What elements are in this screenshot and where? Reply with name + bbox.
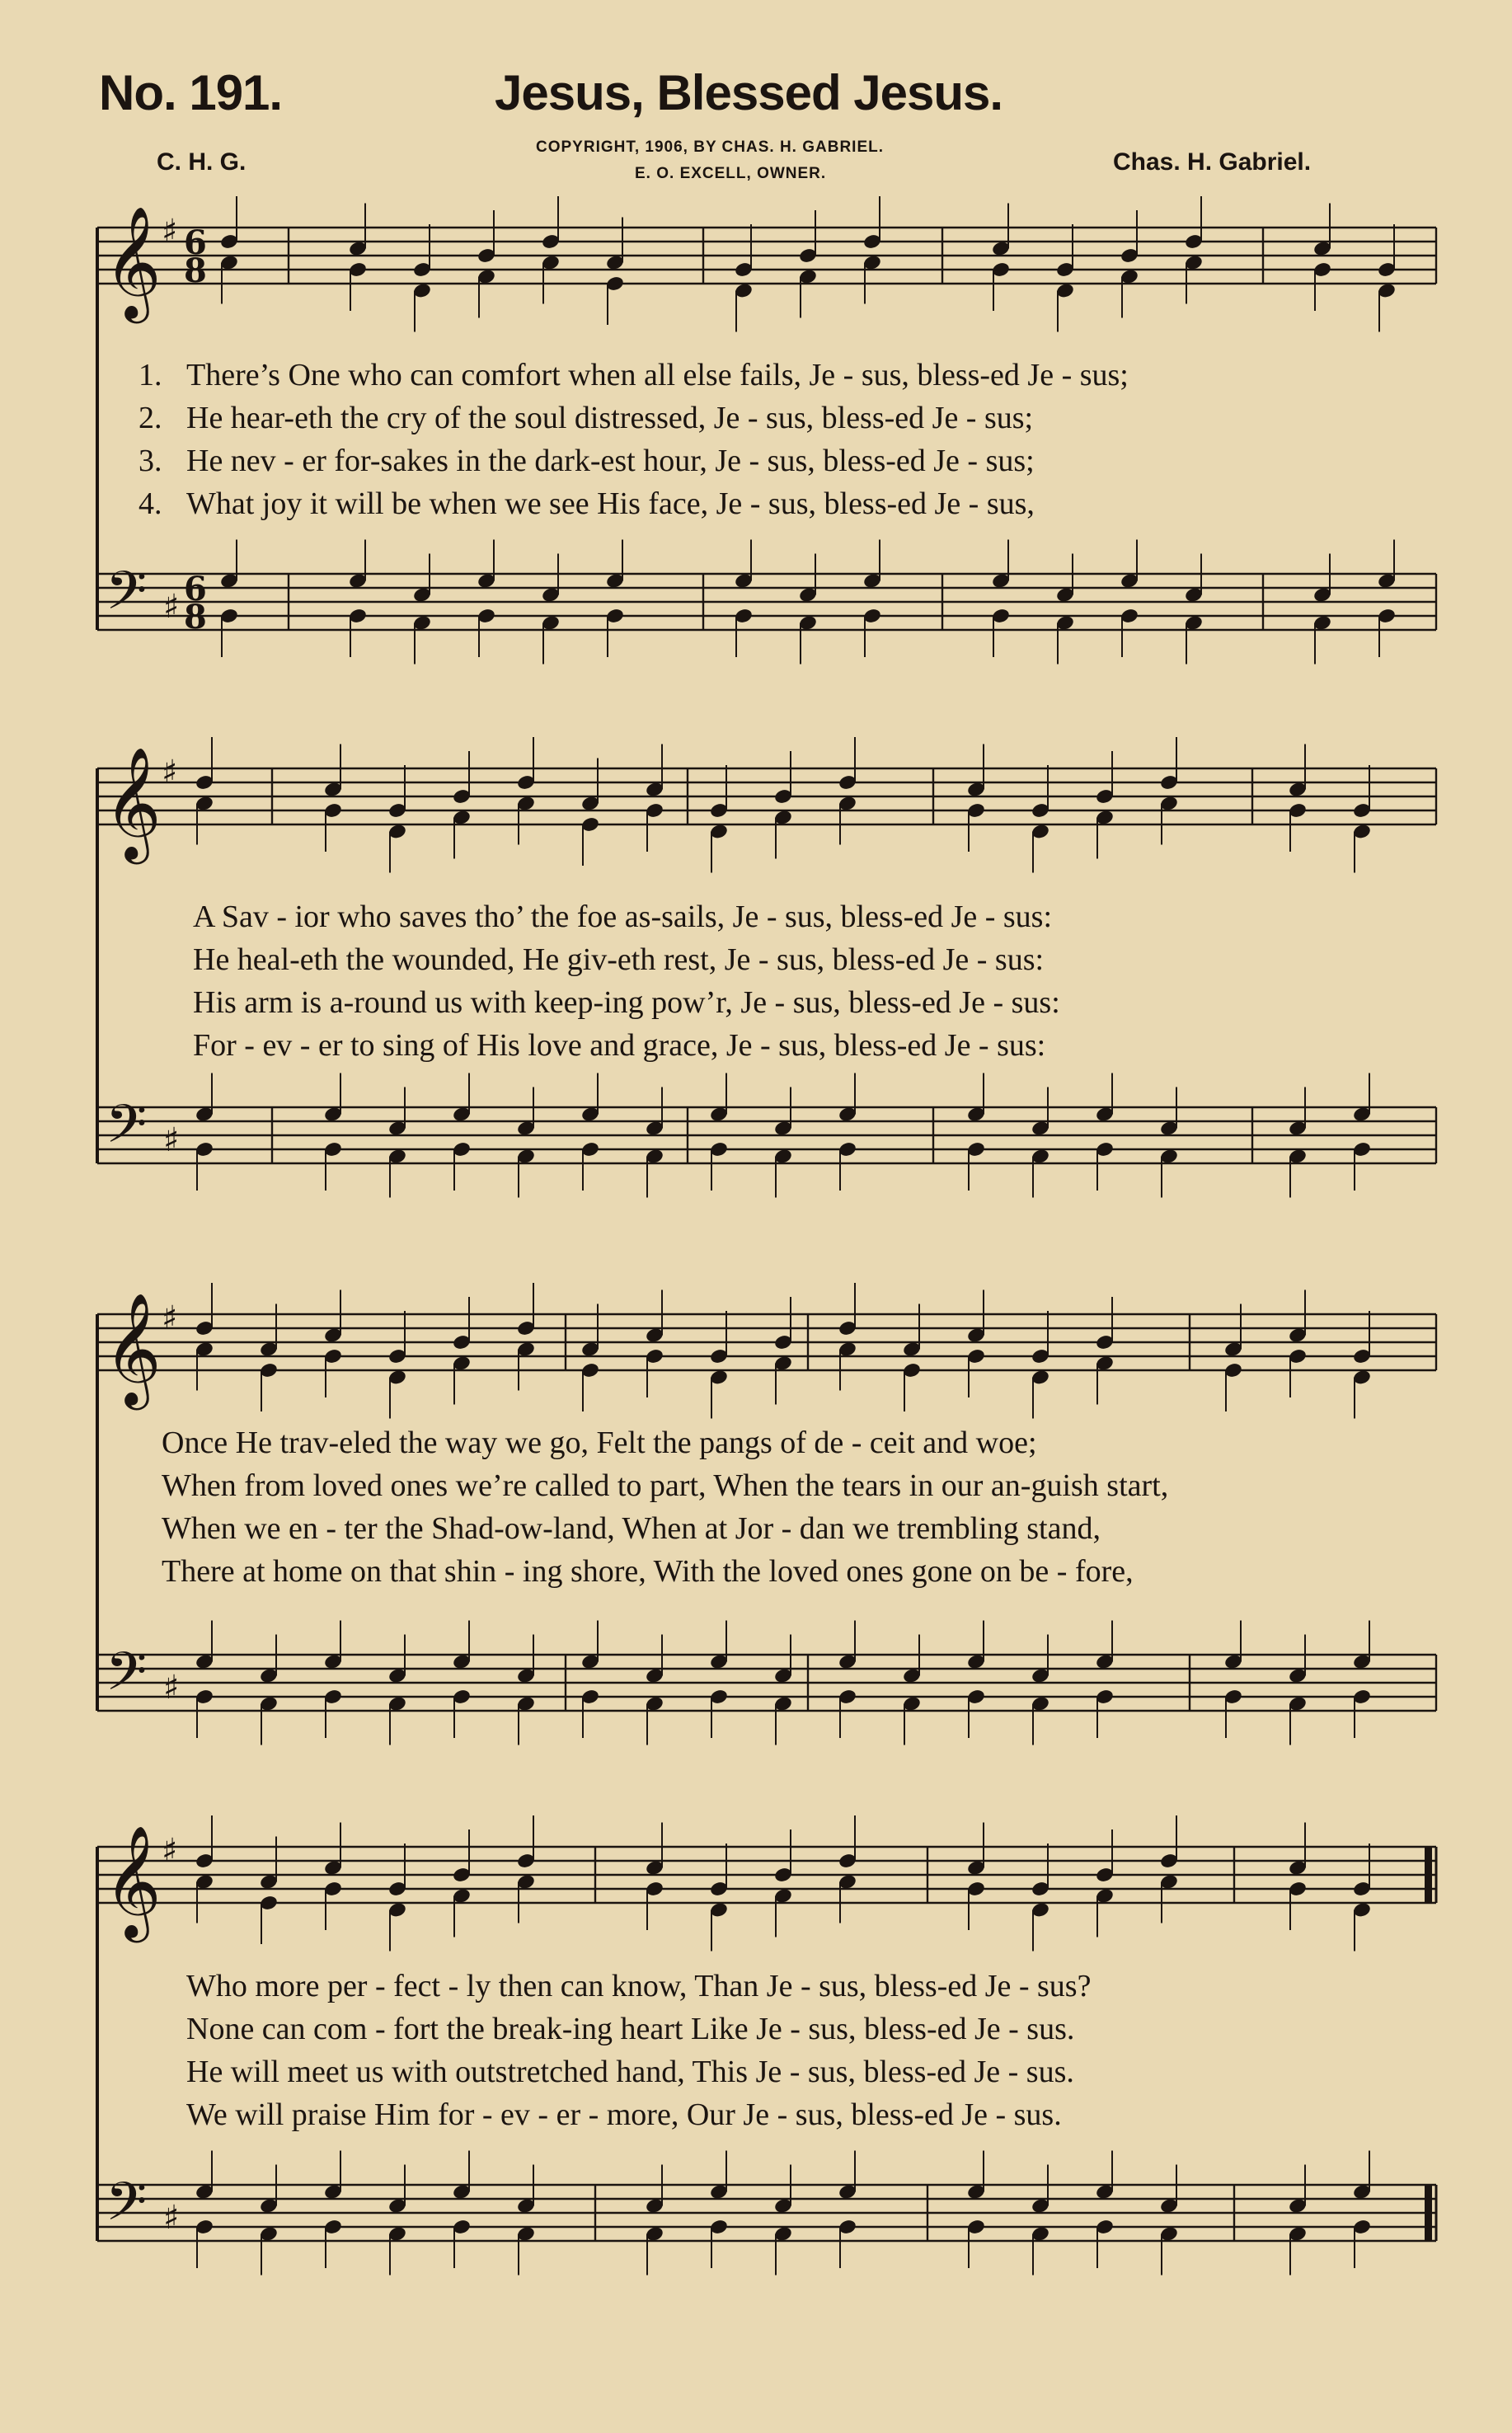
sharp-icon: ♯ <box>162 1299 178 1337</box>
music-by: Chas. H. Gabriel. <box>1113 148 1312 176</box>
final-barline <box>1425 1847 1432 1903</box>
bass-clef-icon: 𝄢 <box>106 1094 148 1168</box>
treble-clef-icon: 𝄞 <box>104 1291 162 1405</box>
time-signature-top: 6 <box>184 223 207 262</box>
time-signature-top: 6 <box>184 570 207 608</box>
treble-clef-icon: 𝄞 <box>104 745 162 859</box>
lyric-line: There at home on that shin - ing shore, With the loved ones gone on be - fore, <box>162 1554 1134 1589</box>
time-signature-bottom: 8 <box>184 251 207 290</box>
time-signature-bottom: 8 <box>184 598 207 636</box>
hymn-number: No. 191. <box>99 65 283 120</box>
lyric-line: We will praise Him for - ev - er - more, Our Je - sus, bless-ed Je - sus. <box>186 2097 1062 2132</box>
lyric-line: A Sav - ior who saves tho’ the foe as-sails, Je - sus, bless-ed Je - sus: <box>193 899 1053 934</box>
sharp-icon: ♯ <box>163 1669 180 1707</box>
bass-clef-icon: 𝄢 <box>106 1642 148 1716</box>
lyric-line: Who more per - fect - ly then can know, Than Je - sus, bless-ed Je - sus? <box>186 1969 1092 2003</box>
final-barline <box>1425 2185 1432 2241</box>
lyric-line: None can com - fort the break-ing heart Like Je - sus, bless-ed Je - sus. <box>186 2012 1075 2046</box>
lyric-line: He heal-eth the wounded, He giv-eth rest, Je - sus, bless-ed Je - sus: <box>193 942 1045 977</box>
sharp-icon: ♯ <box>163 2199 180 2237</box>
sharp-icon: ♯ <box>162 213 178 251</box>
copyright-line-2: E. O. EXCELL, OWNER. <box>635 165 827 182</box>
sharp-icon: ♯ <box>162 754 178 791</box>
lyric-line: 3. He nev - er for-sakes in the dark-est hour, Je - sus, bless-ed Je - sus; <box>139 444 1035 478</box>
sharp-icon: ♯ <box>163 1121 180 1159</box>
lyric-line: For - ev - er to sing of His love and grace, Je - sus, bless-ed Je - sus: <box>193 1028 1046 1063</box>
bass-clef-icon: 𝄢 <box>106 2172 148 2246</box>
treble-clef-icon: 𝄞 <box>104 1824 162 1937</box>
lyric-line: 4. What joy it will be when we see His face, Je - sus, bless-ed Je - sus, <box>139 486 1035 521</box>
bass-clef-icon: 𝄢 <box>106 561 148 635</box>
words-by: C. H. G. <box>157 148 247 176</box>
lyric-line: 1. There’s One who can comfort when all else fails, Je - sus, bless-ed Je - sus; <box>139 358 1129 392</box>
copyright-line-1: COPYRIGHT, 1906, BY CHAS. H. GABRIEL. <box>536 139 885 156</box>
lyric-line: When we en - ter the Shad-ow-land, When at Jor - dan we trembling stand, <box>162 1511 1101 1546</box>
lyric-line: He will meet us with outstretched hand, This Je - sus, bless-ed Je - sus. <box>186 2055 1074 2089</box>
lyric-line: When from loved ones we’re called to part, When the tears in our an-guish start, <box>162 1468 1169 1503</box>
lyric-line: 2. He hear-eth the cry of the soul distressed, Je - sus, bless-ed Je - sus; <box>139 401 1034 435</box>
sharp-icon: ♯ <box>162 1832 178 1870</box>
treble-clef-icon: 𝄞 <box>104 204 162 318</box>
hymn-title: Jesus, Blessed Jesus. <box>495 65 1003 120</box>
lyric-line: His arm is a-round us with keep-ing pow’r, Je - sus, bless-ed Je - sus: <box>193 985 1060 1020</box>
lyric-line: Once He trav-eled the way we go, Felt the pangs of de - ceit and woe; <box>162 1426 1037 1460</box>
sharp-icon: ♯ <box>163 588 180 626</box>
